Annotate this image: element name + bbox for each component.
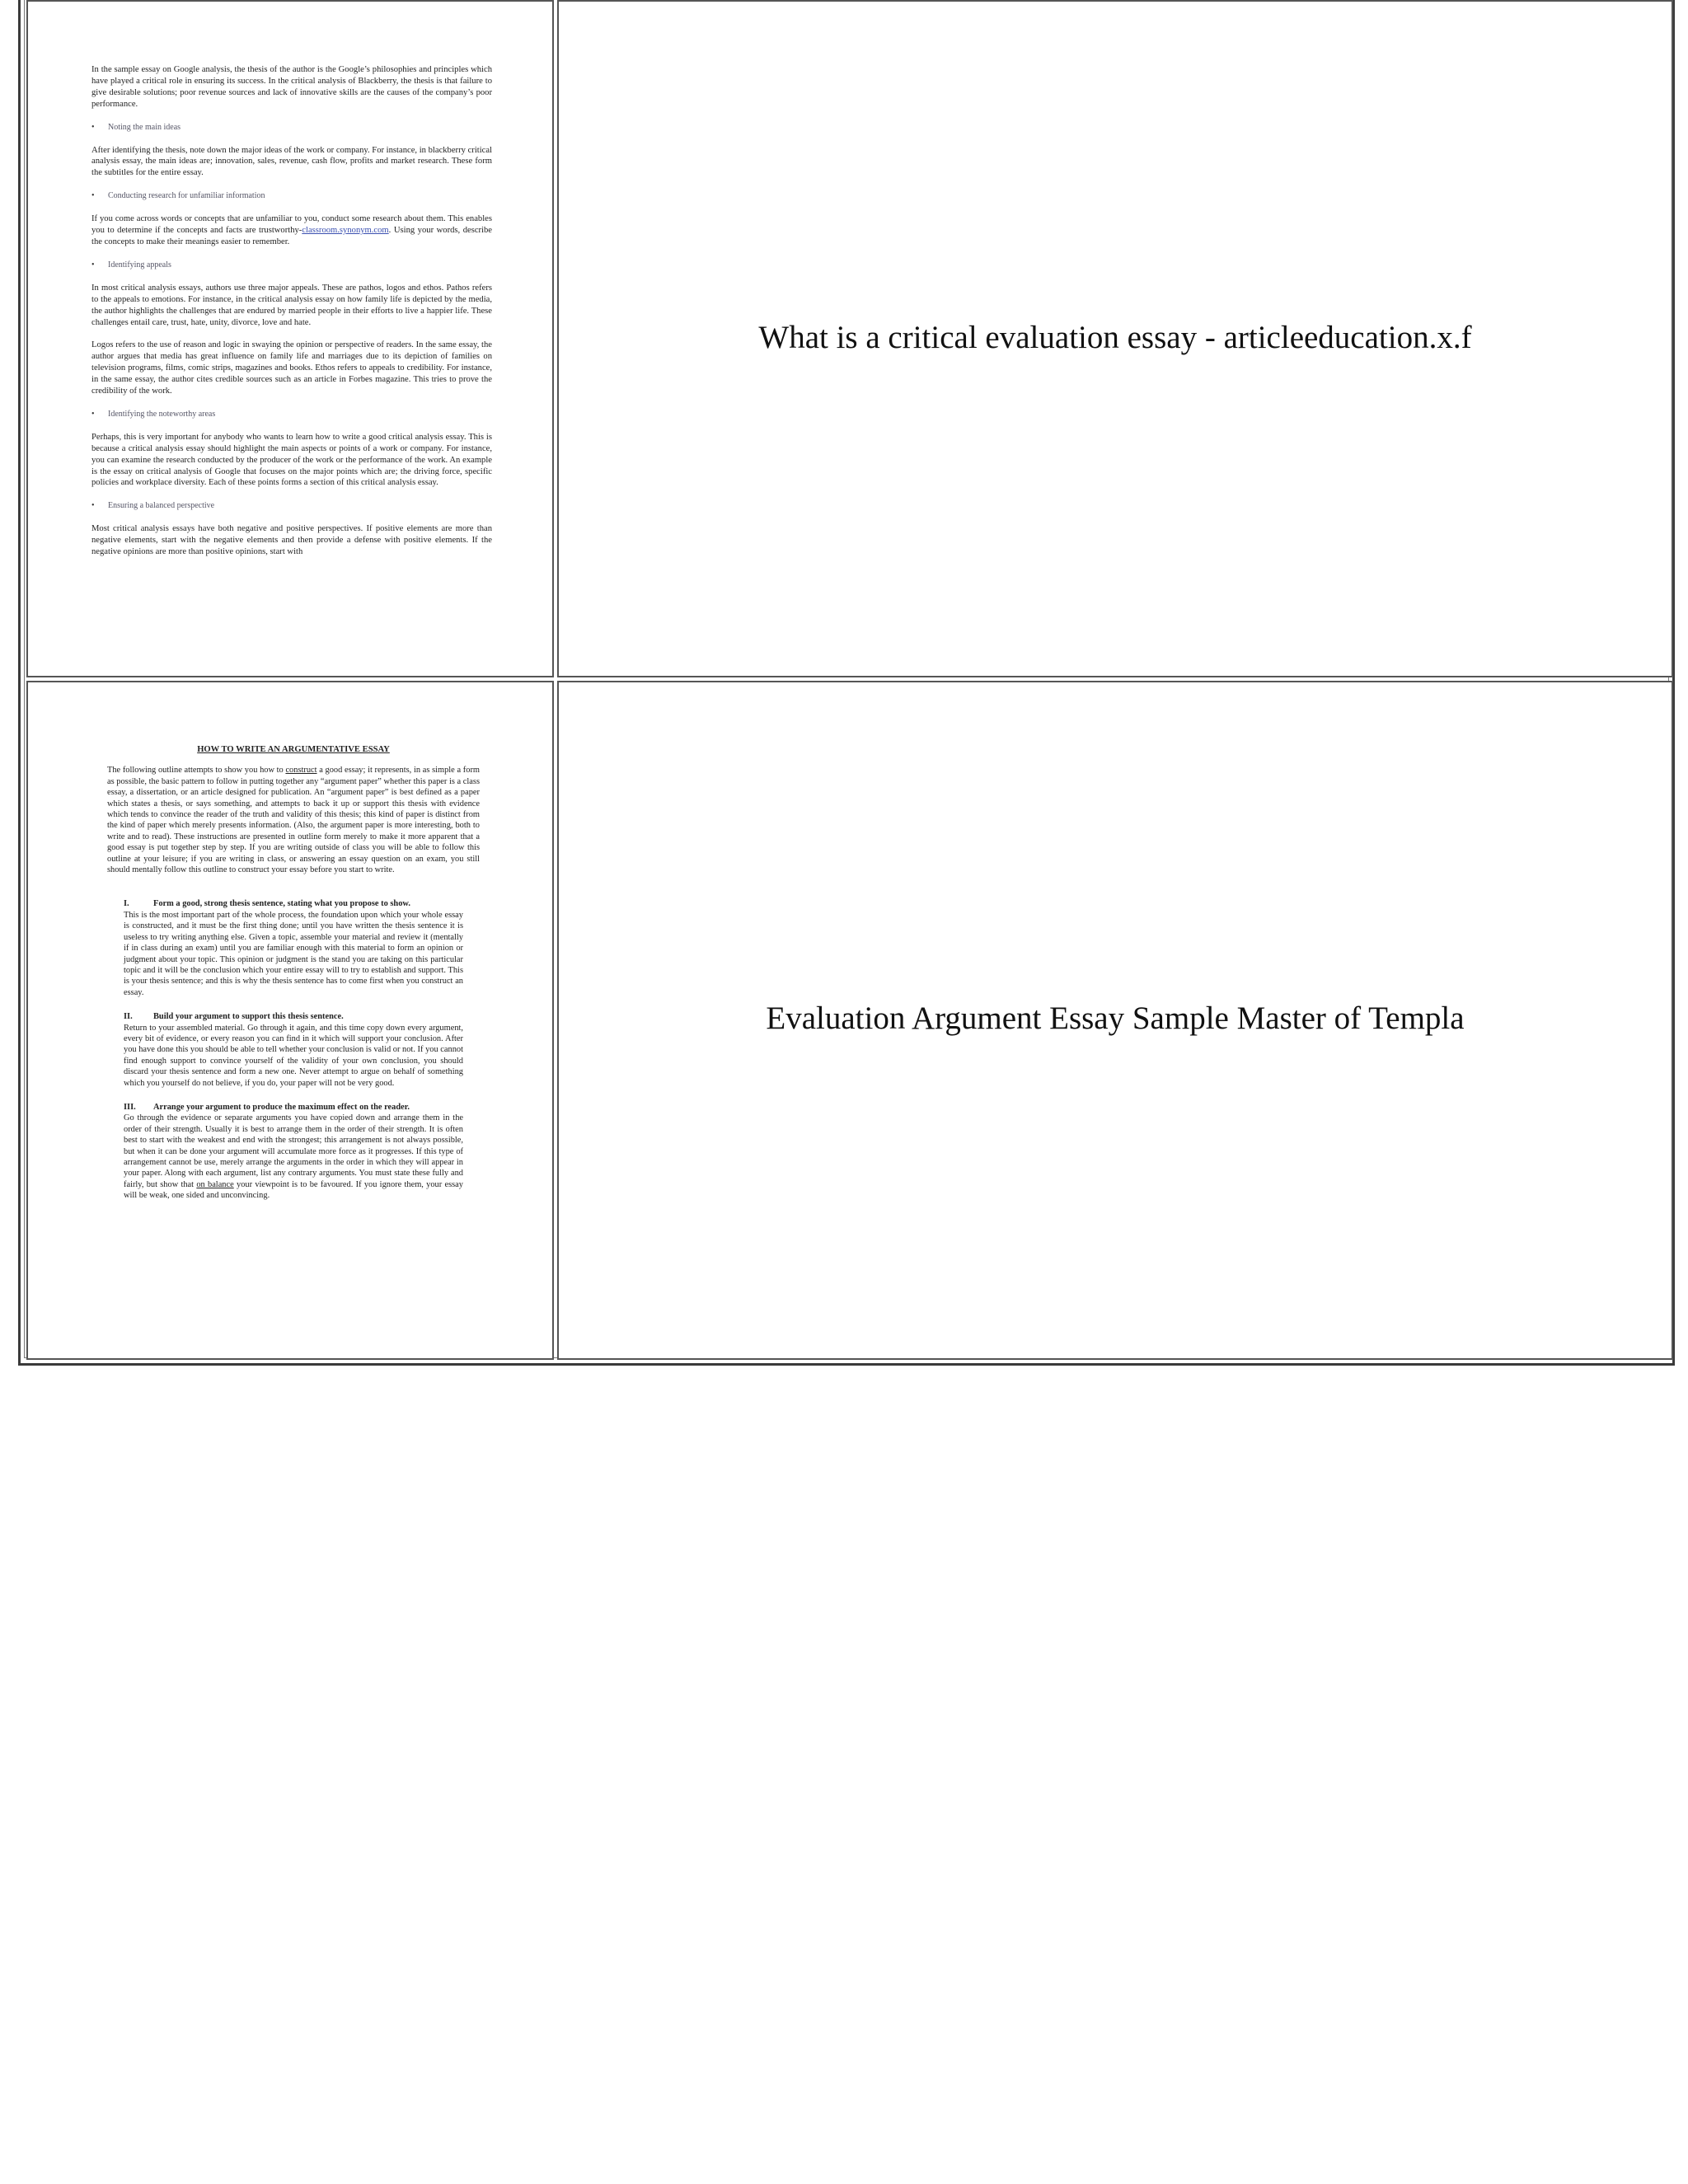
section-number: III. (124, 1102, 136, 1112)
source-link[interactable]: classroom.synonym.com (302, 226, 389, 236)
section-heading (124, 1102, 463, 1113)
paragraph-text: Go through the evidence or separate arguments you have copied down and arrange them in the order of their strength. Usually it is best to arrange them in the order of their strength. It is often best to start with the weakest and end with the strongest; this arrangement is not always possible, but when it can be done your argument will accumulate more force as it progresses. If this type of arrangement cannot be use, merely arrange the arguments in the order in which they will appear in your paper. Along with each argument, list any contrary arguments. You must state these fully and fairly, but show that (124, 1113, 463, 1189)
section-heading-text: Build your argument to support this thesis sentence. (153, 1012, 344, 1022)
bullet-heading: • Noting the main ideas (91, 122, 492, 134)
thumbnail-cell-argumentative-essay[interactable] (26, 681, 554, 1360)
bullet-heading: • Identifying appeals (91, 260, 492, 271)
section-body: Return to your assembled material. Go through it again, and this time copy down every argument, every bit of evidence, or every reason you can find in it which will support your conclusion. After you have done this you should be able to tell whether your conclusion is valid or not. If you cannot find enough support to convince yourself of the validity of your own conclusion, you should discard your thesis sentence and form a new one. Never attempt to argue on behalf of something which you yourself do not believe, if you do, your paper will not be very good. (124, 1023, 463, 1088)
section-heading (124, 898, 463, 909)
paragraph: Perhaps, this is very important for anybody who wants to learn how to write a good critical analysis essay. This is because a critical analysis essay should highlight the main aspects or points of a work or company. For instance, you can examine the research conducted by the producer of the work or the performance of the work. An example is the essay on critical analysis of Google that focuses on the major points which are; the driving force, specific policies and workplace diversity. Each of these points forms a section of this critical analysis essay. (91, 432, 492, 488)
intro-paragraph (107, 765, 480, 875)
document-page-argumentative-essay (107, 744, 480, 1215)
image-caption[interactable]: Evaluation Argument Essay Sample Master of Templa (766, 1001, 1465, 1036)
paragraph-text: The following outline attempts to show you how to (107, 766, 286, 776)
document-page-critical-analysis (91, 64, 492, 569)
paragraph: In most critical analysis essays, authors use three major appeals. These are pathos, logos and ethos. Pathos refers to the appeals to emotions. For instance, in the critical analysis essay on how family life is depicted by the media, the author highlights the challenges that are endured by married people in their efforts to live a happier life. These challenges entail care, trust, hate, unity, divorce, love and hate. (91, 283, 492, 327)
outline-section-2 (124, 1011, 463, 1089)
section-number: I. (124, 899, 129, 909)
bullet-heading: • Identifying the noteworthy areas (91, 409, 492, 420)
paragraph: After identifying the thesis, note down the major ideas of the work or company. For instance, in blackberry critical analysis essay, the main ideas are; innovation, sales, revenue, cash flow, profits and market research. These form the subtitles for the entire essay. (91, 145, 492, 178)
document-title: HOW TO WRITE AN ARGUMENTATIVE ESSAY (197, 745, 390, 754)
outline-section-3 (124, 1102, 463, 1202)
underlined-word: construct (285, 766, 317, 776)
caption-cell-top[interactable] (557, 0, 1673, 677)
outline-section-1 (124, 898, 463, 998)
section-heading-text: Arrange your argument to produce the maximum effect on the reader. (153, 1102, 410, 1112)
paragraph-text: your viewpoint is to be favoured. If you ignore them, your essay will be weak, one sided and unconvincing. (124, 1179, 463, 1201)
section-body (124, 1113, 463, 1201)
paragraph: In the sample essay on Google analysis, the thesis of the author is the Google’s philosophies and principles which have played a critical role in ensuring its success. In the critical analysis of Blackberry, the thesis is that failure to give desirable solutions; poor revenue sources and lack of innovative skills are the causes of the company’s poor performance. (91, 65, 492, 109)
section-body: This is the most important part of the whole process, the foundation upon which your whole essay is constructed, and it must be the first thing done; until you have written the thesis sentence it is useless to try writing anything else. Given a topic, assemble your material and review it (mentally if in class during an exam) until you are familiar enough with this material to form an opinion or judgment about your topic. This opinion or judgment is the stand you are taking on this particular topic and it will be the conclusion which your entire essay will to try to establish and support. This is your thesis sentence; and this is why the thesis sentence has to come first when you construct an essay. (124, 910, 463, 997)
bullet-heading: • Conducting research for unfamiliar information (91, 190, 492, 202)
image-caption[interactable]: What is a critical evaluation essay - articleeducation.x.f (758, 320, 1472, 355)
paragraph (91, 213, 492, 248)
paragraph-text: If you come across words or concepts that are unfamiliar to you, conduct some research about them. This enables you to determine if the concepts and facts are trustworthy- (91, 214, 492, 236)
paragraph-text: a good essay; it represents, in as simple a form as possible, the basic pattern to follow in putting together any “argument paper” whether this paper is a class essay, a dissertation, or an article designed for publication. An “argument paper” is best defined as a paper which states a thesis, or says something, and attempts to back it up or support this thesis with evidence which tends to convince the reader of the truth and validity of this thesis; this kind of paper is distinct from the kind of paper which merely presents information. (Also, the argument paper is more interesting, both to write and to read). These instructions are presented in outline form merely to make it more apparent that a good essay is put together step by step. If you are writing outside of class you will be able to follow this outline at your leisure; if you are writing in class, or answering an essay question on an exam, you still should mentally follow this outline to construct your essay before you start to write. (107, 766, 480, 875)
section-heading (124, 1011, 463, 1022)
paragraph-text: . Using your words, describe the concepts to make their meanings easier to remember. (91, 226, 492, 246)
paragraph: Most critical analysis essays have both negative and positive perspectives. If positive elements are more than negative elements, start with the negative elements and then provide a defense with positive elements. If the negative opinions are more than positive opinions, start with (91, 524, 492, 557)
caption-cell-bottom[interactable] (557, 681, 1673, 1360)
section-number: II. (124, 1012, 133, 1022)
section-heading-text: Form a good, strong thesis sentence, stating what you propose to show. (153, 899, 410, 909)
bullet-heading: • Ensuring a balanced perspective (91, 500, 492, 512)
underlined-word: on balance (196, 1179, 234, 1189)
thumbnail-cell-critical-analysis[interactable] (26, 0, 554, 677)
paragraph: Logos refers to the use of reason and logic in swaying the opinion or perspective of readers. In the same essay, the author argues that media has great influence on family life and marriages due to its depiction of families on television programs, films, comic strips, magazines and books. Ethos refers to appeals to credibility. For instance, in the same essay, the author cites credible sources such as an article in Forbes magazine. This tries to prove the credibility of the work. (91, 340, 492, 396)
